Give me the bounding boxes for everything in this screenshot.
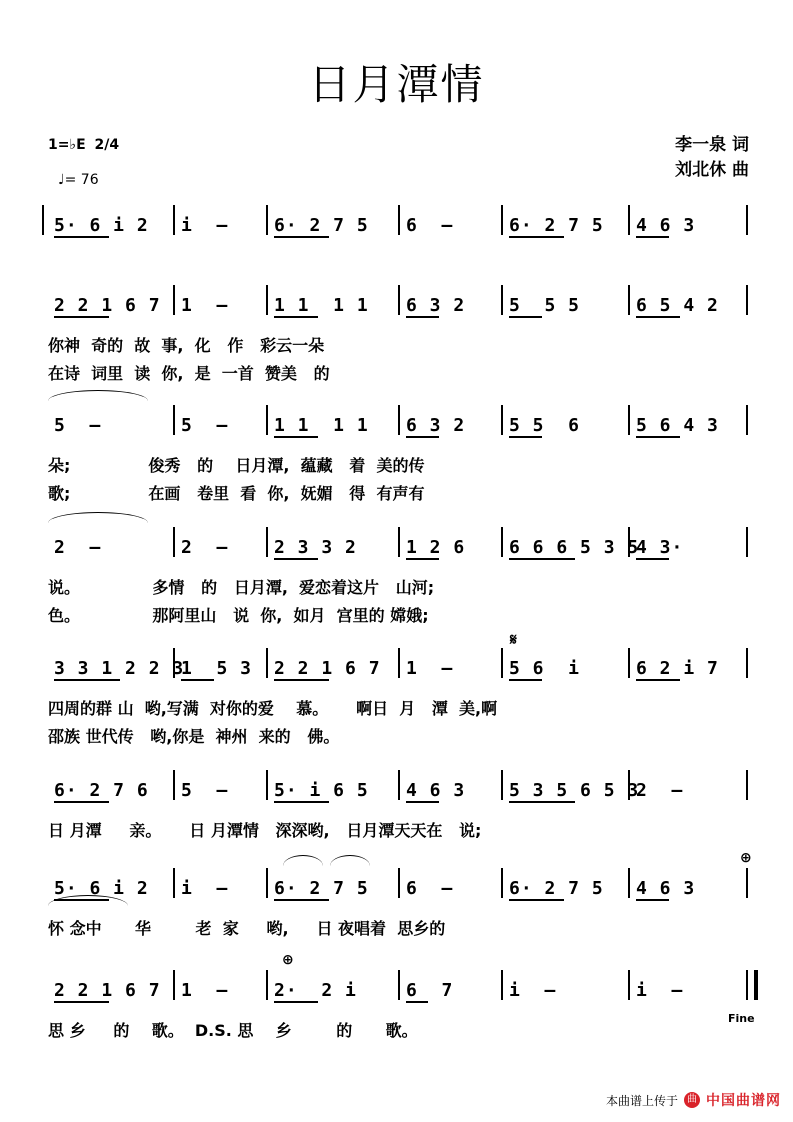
- segno-icon: 𝄋: [510, 630, 517, 649]
- beam-line: [509, 436, 542, 438]
- beam-line: [181, 679, 214, 681]
- measure-notes: 6 –: [406, 215, 454, 236]
- measure-notes: 6· 2 7 6: [54, 780, 149, 801]
- measure-notes: i –: [181, 215, 229, 236]
- measure-notes: 2 –: [636, 780, 684, 801]
- beam-line: [274, 801, 329, 803]
- measure: [268, 770, 396, 804]
- measure: [175, 648, 264, 682]
- barline: [746, 405, 748, 435]
- measure: [175, 770, 264, 804]
- score-system: [0, 405, 793, 503]
- measure-notes: 2 2 1 6 7: [274, 658, 381, 679]
- lyric-line: 说。 多情 的 日月潭, 爱恋着这片 山河;: [48, 578, 435, 597]
- measure-notes: 6 3 2: [406, 295, 466, 316]
- measure-notes: 4 6 3: [406, 780, 466, 801]
- site-name: 中国曲谱网: [706, 1093, 781, 1109]
- measure: [400, 285, 499, 319]
- measure-notes: i –: [181, 878, 229, 899]
- barline: [746, 205, 748, 235]
- beam-line: [636, 679, 680, 681]
- beam-line: [509, 558, 575, 560]
- measure: [400, 205, 499, 239]
- lyric-line: 歌; 在画 卷里 看 你, 妩媚 得 有声有: [48, 484, 425, 503]
- measure-notes: 2 –: [54, 537, 102, 558]
- key-signature: [48, 137, 119, 153]
- beam-line: [509, 236, 564, 238]
- measure-notes: 5 6 i: [509, 658, 581, 679]
- beam-line: [54, 679, 120, 681]
- song-title: 日月潭情: [308, 60, 485, 109]
- measure: [503, 285, 626, 319]
- measure: [503, 648, 626, 682]
- coda-icon: ⊕: [740, 850, 752, 866]
- barline: [746, 648, 748, 678]
- measure-notes: 5 –: [181, 415, 229, 436]
- measure: [630, 527, 744, 561]
- score-system: [0, 285, 793, 383]
- beam-line: [636, 236, 669, 238]
- measure: [630, 970, 744, 1004]
- barline: [746, 770, 748, 800]
- measure: [503, 970, 626, 1004]
- beam-line: [636, 316, 680, 318]
- measure: [268, 648, 396, 682]
- beam-line: [274, 1001, 318, 1003]
- beam-line: [406, 1001, 428, 1003]
- footer: [606, 1090, 781, 1110]
- measure: [48, 527, 171, 561]
- measure: [175, 527, 264, 561]
- footer-text: 本曲谱上传于: [605, 1093, 678, 1108]
- composer-credit: 刘北休 曲: [675, 160, 749, 180]
- measure: [503, 205, 626, 239]
- measure-notes: 2 2 1 6 7: [54, 295, 161, 316]
- slur-mark: [48, 512, 148, 523]
- measure-notes: 6 –: [406, 878, 454, 899]
- measure-notes: 4 3·: [636, 537, 684, 558]
- measure-notes: 4 6 3: [636, 215, 696, 236]
- measure: [268, 285, 396, 319]
- barline: [42, 205, 44, 235]
- beam-line: [636, 558, 669, 560]
- score-system: [0, 868, 793, 958]
- measure: [630, 285, 744, 319]
- beam-line: [274, 316, 318, 318]
- measure: [630, 205, 744, 239]
- measure: [503, 527, 640, 561]
- measure-notes: 2· 2 i: [274, 980, 357, 1001]
- measure-notes: 5 5 5: [509, 295, 581, 316]
- beam-line: [509, 316, 542, 318]
- measure: [175, 205, 264, 239]
- tempo-mark: ♩= 76: [58, 172, 99, 188]
- lyric-line: 在诗 词里 读 你, 是 一首 赞美 的: [48, 364, 330, 383]
- measure-notes: 1 –: [181, 980, 229, 1001]
- beam-line: [274, 558, 318, 560]
- measure-notes: 5 5 6: [509, 415, 581, 436]
- barline: [746, 868, 748, 898]
- lyric-line: 四周的群 山 哟,写满 对你的爱 慕。 啊日 月 潭 美,啊: [48, 699, 498, 718]
- lyric-line: 思 乡 的 歌。 D.S. 思 乡 的 歌。: [48, 1021, 418, 1040]
- measure-notes: 6· 2 7 5: [509, 215, 604, 236]
- measure-notes: 6 6 6 5 3 5: [509, 537, 640, 558]
- lyric-line: 邵族 世代传 哟,你是 神州 来的 佛。: [48, 727, 340, 746]
- measure-notes: 1 5 3: [181, 658, 253, 679]
- measure: [400, 970, 499, 1004]
- time-signature: 2/4: [94, 137, 120, 153]
- measure: [48, 285, 171, 319]
- beam-line: [274, 899, 329, 901]
- measure-notes: 5 –: [181, 780, 229, 801]
- measure-notes: 5 3 5 6 5 3: [509, 780, 640, 801]
- beam-line: [54, 1001, 109, 1003]
- measure-notes: 6 7: [406, 980, 454, 1001]
- measure-notes: 6 5 4 2: [636, 295, 719, 316]
- measure: [503, 770, 640, 804]
- measure: [630, 648, 744, 682]
- measure-notes: 2 2 1 6 7: [54, 980, 161, 1001]
- beam-line: [54, 236, 109, 238]
- measure: [400, 868, 499, 902]
- measure: [400, 405, 499, 439]
- measure-notes: 4 6 3: [636, 878, 696, 899]
- measure-notes: 5· 6 i 2: [54, 215, 149, 236]
- beam-line: [54, 801, 109, 803]
- beam-line: [274, 236, 329, 238]
- measure: [175, 868, 264, 902]
- measure: [400, 770, 499, 804]
- measure: [268, 405, 396, 439]
- measure-notes: 6· 2 7 5: [274, 215, 369, 236]
- score-system: [0, 648, 793, 746]
- measure-notes: 6· 2 7 5: [509, 878, 604, 899]
- beam-line: [406, 316, 439, 318]
- measure-notes: 6 2 i 7: [636, 658, 719, 679]
- barline: [746, 285, 748, 315]
- measure: [175, 970, 264, 1004]
- measure-notes: 1 1 1 1: [274, 295, 369, 316]
- measure: [268, 970, 396, 1004]
- beam-line: [406, 801, 439, 803]
- lyric-line: 怀 念中 华 老 家 哟, 日 夜唱着 思乡的: [48, 919, 446, 938]
- lyric-line: 朵; 俊秀 的 日月潭, 蕴藏 着 美的传: [48, 456, 425, 475]
- measure-notes: 2 –: [181, 537, 229, 558]
- slur-mark: [48, 390, 148, 401]
- measure: [630, 770, 744, 804]
- measure-notes: 1 –: [181, 295, 229, 316]
- measure-notes: i –: [636, 980, 684, 1001]
- lyric-line: 色。 那阿里山 说 你, 如月 宫里的 嫦娥;: [48, 606, 429, 625]
- measure-notes: 1 1 1 1: [274, 415, 369, 436]
- beam-line: [636, 899, 669, 901]
- measure: [48, 405, 171, 439]
- measure: [268, 868, 396, 902]
- measure-notes: 6· 2 7 5: [274, 878, 369, 899]
- measure: [630, 868, 744, 902]
- lyric-line: 日 月潭 亲。 日 月潭情 深深哟, 日月潭天天在 说;: [48, 821, 482, 840]
- measure: [175, 405, 264, 439]
- measure: [503, 405, 626, 439]
- barline: [746, 527, 748, 557]
- measure: [400, 527, 499, 561]
- score-system: [0, 205, 793, 295]
- fine-mark: Fine: [728, 1012, 755, 1025]
- measure: [48, 648, 185, 682]
- beam-line: [274, 436, 318, 438]
- measure: [268, 527, 396, 561]
- measure: [630, 405, 744, 439]
- score-system: [0, 970, 793, 1060]
- beam-line: [274, 679, 329, 681]
- measure-notes: 3 3 1 2 2 3: [54, 658, 185, 679]
- measure: [175, 285, 264, 319]
- lyric-line: 你神 奇的 故 事, 化 作 彩云一朵: [48, 336, 325, 355]
- measure-notes: 5· 6 i 2: [54, 878, 149, 899]
- coda-icon: ⊕: [282, 952, 294, 968]
- site-logo-icon: 曲: [684, 1092, 700, 1108]
- beam-line: [406, 558, 439, 560]
- measure-notes: 1 2 6: [406, 537, 466, 558]
- measure: [503, 868, 626, 902]
- beam-line: [406, 436, 439, 438]
- measure-notes: 5· i 6 5: [274, 780, 369, 801]
- measure: [48, 205, 171, 239]
- beam-line: [509, 899, 564, 901]
- measure: [268, 205, 396, 239]
- measure: [48, 770, 171, 804]
- measure: [48, 970, 171, 1004]
- beam-line: [54, 316, 109, 318]
- barline: [746, 970, 758, 1000]
- key-label: 1=♭E: [48, 137, 86, 153]
- lyricist-credit: 李一泉 词: [675, 135, 749, 155]
- beam-line: [509, 801, 575, 803]
- measure-notes: 2 3 3 2: [274, 537, 357, 558]
- measure-notes: 1 –: [406, 658, 454, 679]
- measure-notes: i –: [509, 980, 557, 1001]
- measure-notes: 5 6 4 3: [636, 415, 719, 436]
- beam-line: [636, 436, 680, 438]
- score-system: [0, 770, 793, 860]
- beam-line: [509, 679, 542, 681]
- measure-notes: 5 –: [54, 415, 102, 436]
- score-system: [0, 527, 793, 625]
- measure-notes: 6 3 2: [406, 415, 466, 436]
- measure: [400, 648, 499, 682]
